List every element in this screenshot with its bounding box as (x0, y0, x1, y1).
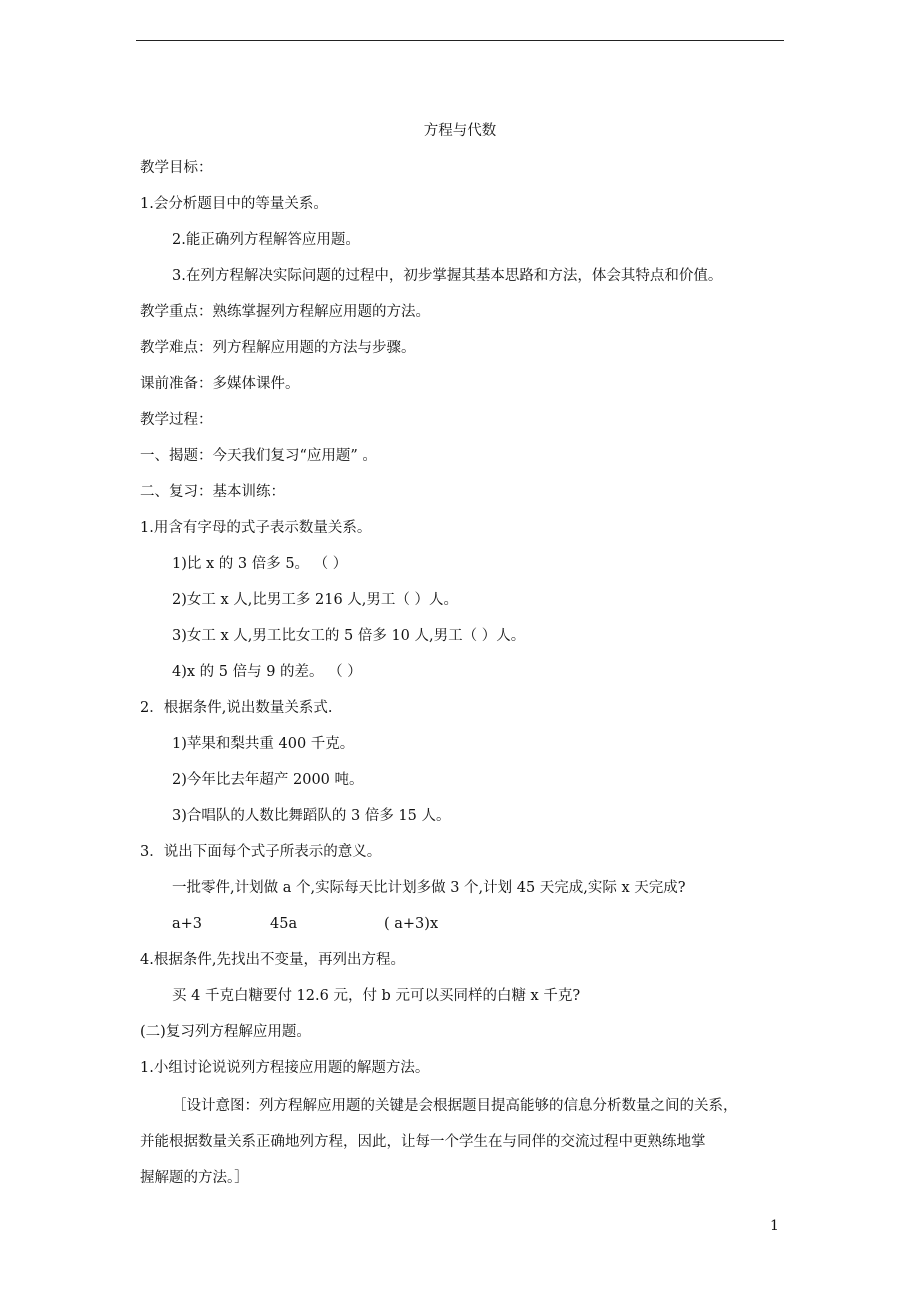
q2-item-2: 2)今年比去年超产 2000 吨。 (172, 772, 364, 788)
design-note-line-2: 并能根据数量关系正确地列方程，因此，让每一个学生在与同伴的交流过程中更熟练地掌 (140, 1134, 706, 1150)
part-2-item-1: 1.小组讨论说说列方程接应用题的解题方法。 (140, 1060, 430, 1076)
q2-heading: 2．根据条件,说出数量关系式. (140, 700, 333, 716)
q1-heading: 1.用含有字母的式子表示数量关系。 (140, 520, 372, 536)
q1-item-1: 1)比 x 的 3 倍多 5。 （ ） (172, 556, 348, 572)
q3-expression-2: 45a (270, 916, 298, 932)
q2-item-1: 1)苹果和梨共重 400 千克。 (172, 736, 355, 752)
q4-heading: 4.根据条件,先找出不变量，再列出方程。 (140, 952, 405, 968)
header-rule (136, 40, 784, 41)
preparation: 课前准备：多媒体课件。 (140, 376, 300, 392)
process-heading: 教学过程： (140, 412, 213, 428)
q2-item-3: 3)合唱队的人数比舞蹈队的 3 倍多 15 人。 (172, 808, 451, 824)
key-point: 教学重点：熟练掌握列方程解应用题的方法。 (140, 304, 430, 320)
q3-problem: 一批零件,计划做 a 个,实际每天比计划多做 3 个,计划 45 天完成,实际 x 天完成? (172, 880, 686, 896)
part-2-heading: (二)复习列方程解应用题。 (140, 1024, 311, 1040)
q1-item-2: 2)女工 x 人,比男工多 216 人,男工（ ）人。 (172, 592, 458, 608)
q3-expression-1: a+3 (172, 916, 203, 932)
page-number: 1 (770, 1218, 779, 1234)
design-note-line-3: 握解题的方法。］ (140, 1170, 249, 1186)
objective-2: 2.能正确列方程解答应用题。 (172, 232, 360, 248)
step-2: 二、复习：基本训练： (140, 484, 285, 500)
q1-item-4: 4)x 的 5 倍与 9 的差。 （ ） (172, 664, 362, 680)
design-note-line-1: ［设计意图：列方程解应用题的关键是会根据题目提高能够的信息分析数量之间的关系， (172, 1098, 738, 1114)
objective-1: 1.会分析题目中的等量关系。 (140, 196, 328, 212)
step-1: 一、揭题：今天我们复习“应用题” 。 (140, 448, 377, 464)
q3-heading: 3．说出下面每个式子所表示的意义。 (140, 844, 382, 860)
objective-3: 3.在列方程解决实际问题的过程中，初步掌握其基本思路和方法，体会其特点和价值。 (172, 268, 723, 284)
objectives-heading: 教学目标： (140, 160, 213, 176)
q1-item-3: 3)女工 x 人,男工比女工的 5 倍多 10 人,男工（ ）人。 (172, 628, 526, 644)
document-title: 方程与代数 (423, 123, 497, 139)
difficulty: 教学难点：列方程解应用题的方法与步骤。 (140, 340, 416, 356)
q4-problem: 买 4 千克白糖要付 12.6 元，付 b 元可以买同样的白糖 x 千克? (172, 988, 581, 1004)
q3-expression-3: ( a+3)x (384, 916, 439, 932)
